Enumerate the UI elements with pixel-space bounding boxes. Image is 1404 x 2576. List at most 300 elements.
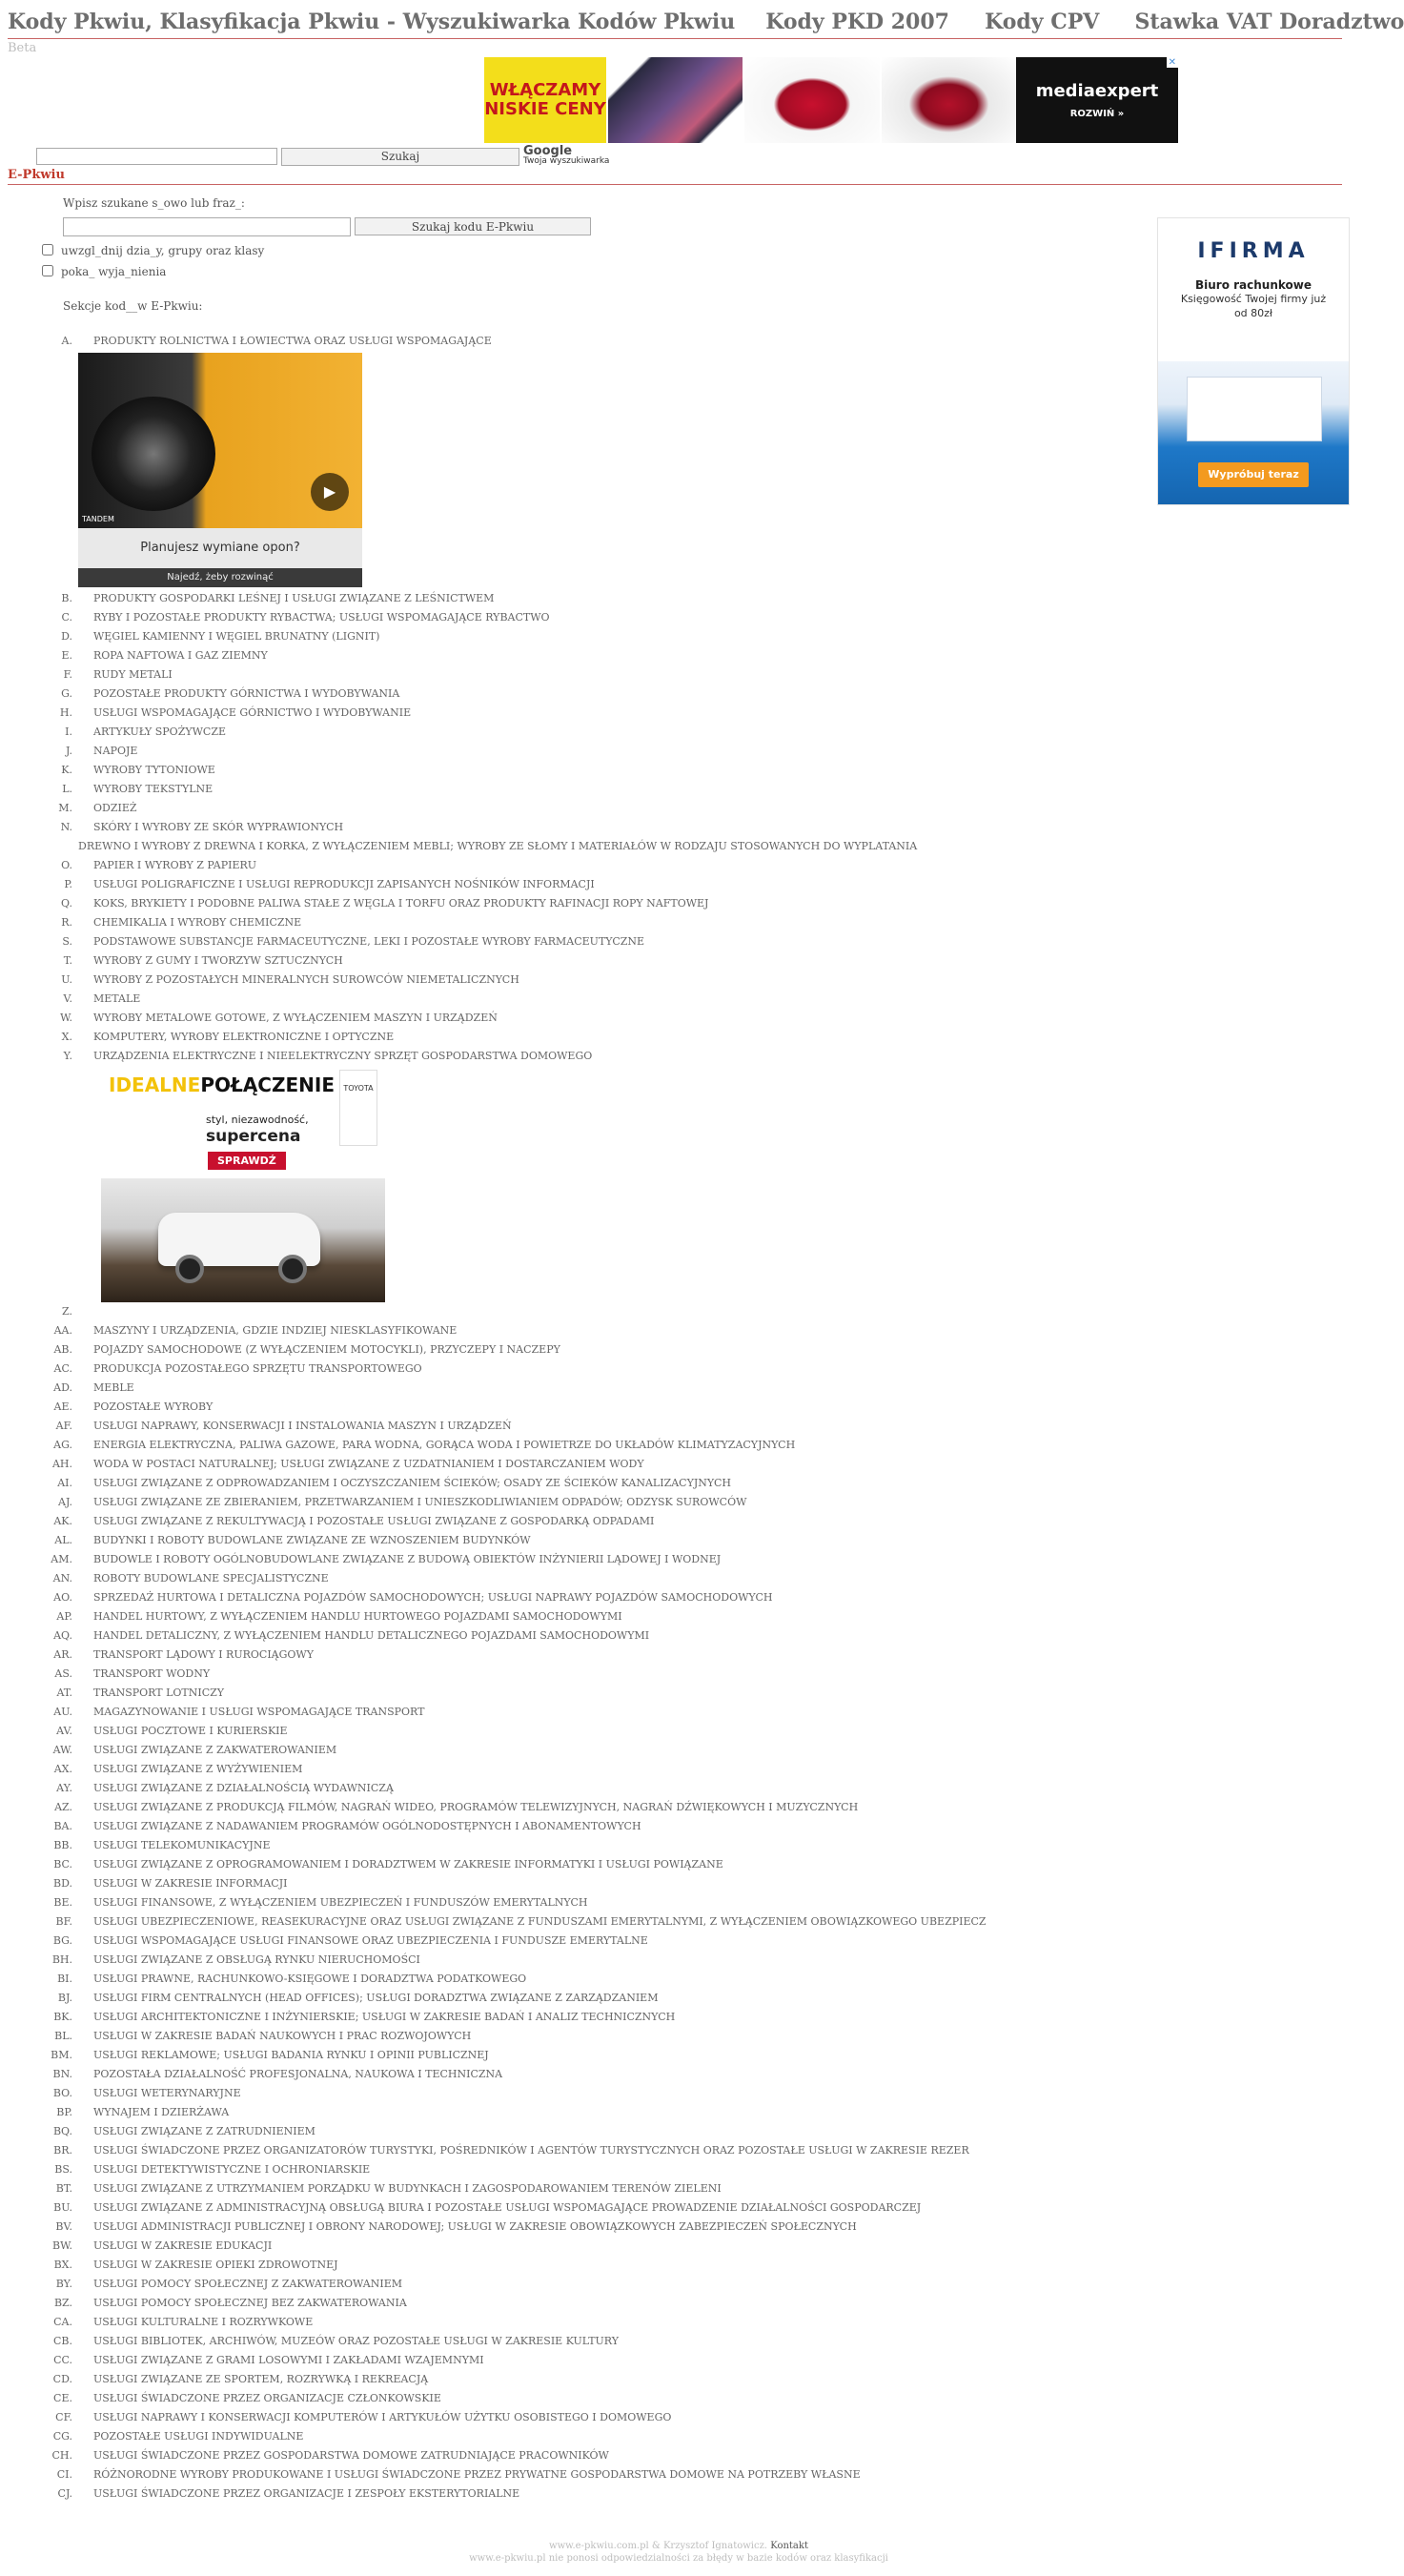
toyota-line: styl, niezawodność, [206,1114,309,1126]
list-item[interactable] [42,1932,1129,1951]
section-code: AE. [53,1400,72,1413]
option-include-groups [42,244,1129,257]
list-item[interactable] [42,2446,1129,2465]
list-item[interactable] [42,2237,1129,2256]
section-name: MASZYNY I URZĄDZENIA, GDZIE INDZIEJ NIESKLASYFIKOWANE [93,1324,458,1337]
side-ad-cta-button[interactable]: Wypróbuj teraz [1198,462,1309,487]
section-name: RÓŻNORODNE WYROBY PRODUKOWANE I USŁUGI ŚWIADCZONE PRZEZ PRYWATNE GOSPODARSTWA DOMOWE NA POTRZEBY WŁASNE [93,2468,861,2481]
code-search-form [63,217,1129,236]
list-item[interactable] [42,2275,1129,2294]
list-item[interactable] [42,627,1129,646]
section-name: BUDYNKI I ROBOTY BUDOWLANE ZWIĄZANE ZE WZNOSZENIEM BUDYNKÓW [93,1534,531,1546]
section-code: BO. [52,2087,72,2099]
section-label: E-Pkwiu [8,168,65,182]
section-code: AY. [56,1782,72,1794]
section-code: AC. [53,1362,72,1375]
list-item[interactable] [42,1817,1129,1836]
section-name: USŁUGI TELEKOMUNIKACYJNE [93,1839,271,1851]
list-item[interactable] [42,1550,1129,1569]
list-item[interactable] [42,1569,1129,1588]
toyota-ad-headline [109,1073,335,1096]
ad-expand-button[interactable]: ROZWIŃ » [1069,109,1125,119]
list-item[interactable] [42,1912,1129,1932]
toyota-ad[interactable] [101,1066,385,1302]
toyota-super: supercena [206,1127,301,1146]
section-code: BM. [51,2049,72,2061]
list-item[interactable] [42,2160,1129,2179]
list-item[interactable] [42,1760,1129,1779]
section-code: BA. [53,1820,72,1832]
list-item[interactable] [42,646,1129,665]
section-code: E. [61,649,72,662]
section-name: USŁUGI ŚWIADCZONE PRZEZ ORGANIZATORÓW TURYSTYKI, POŚREDNIKÓW I AGENTÓW TURYSTYCZNYCH ORAZ POZOSTAŁE USŁUGI W ZAKRESIE REZER [93,2144,969,2157]
side-ad-text: Księgowość Twojej firmy już od 80zł [1180,293,1327,319]
list-item[interactable] [42,589,1129,608]
section-code: AZ. [54,1801,72,1813]
section-name: USŁUGI ZWIĄZANE Z OPROGRAMOWANIEM I DORADZTWEM W ZAKRESIE INFORMATYKI I USŁUGI POWIĄZANE [93,1858,723,1871]
header-divider [8,38,1342,39]
section-name: USŁUGI ZWIĄZANE Z ZATRUDNIENIEM [93,2125,315,2137]
list-item[interactable] [42,704,1129,723]
list-item[interactable] [42,875,1129,894]
section-name: PAPIER I WYROBY Z PAPIERU [93,859,257,871]
code-search-input[interactable] [63,217,351,236]
list-item[interactable] [42,2122,1129,2141]
section-name: POZOSTAŁE PRODUKTY GÓRNICTWA I WYDOBYWANIA [93,687,400,700]
list-item[interactable] [42,2427,1129,2446]
list-item[interactable] [42,1779,1129,1798]
search-prompt: Wpisz szukane s_owo lub fraz_: [63,196,245,210]
section-code: BT. [55,2182,72,2195]
section-name: TRANSPORT LĄDOWY I RUROCIĄGOWY [93,1648,314,1661]
section-code: BX. [53,2259,72,2271]
section-name: POJAZDY SAMOCHODOWE (Z WYŁĄCZENIEM MOTOCYKLI), PRZYCZEPY I NACZEPY [93,1343,560,1356]
section-group-c [42,856,1129,1066]
section-name: KOKS, BRYKIETY I PODOBNE PALIWA STAŁE Z WĘGLA I TORFU ORAZ PRODUKTY RAFINACJI ROPY NAFTOWEJ [93,897,709,910]
ad-headline: WŁĄCZAMY NISKIE CENY [484,57,606,143]
list-item[interactable] [42,1436,1129,1455]
list-item[interactable] [42,1340,1129,1360]
beta-label: Beta [8,41,37,55]
section-name: USŁUGI NAPRAWY I KONSERWACJI KOMPUTERÓW I ARTYKUŁÓW UŻYTKU OSOBISTEGO I DOMOWEGO [93,2411,672,2423]
section-name: USŁUGI ZWIĄZANE Z NADAWANIEM PROGRAMÓW OGÓLNODOSTĘPNYCH I ABONAMENTOWYCH [93,1820,641,1832]
section-code: BR. [53,2144,72,2157]
section-code: M. [58,802,72,814]
section-name: HANDEL HURTOWY, Z WYŁĄCZENIEM HANDLU HURTOWEGO POJAZDAMI SAMOCHODOWYMI [93,1610,622,1623]
section-code: V. [63,992,72,1005]
video-ad-tag: TANDEM [82,515,114,523]
section-code: BY. [55,2278,72,2290]
ad-kitchen-image [880,57,1016,143]
section-code: C. [61,611,72,624]
section-name: USŁUGI W ZAKRESIE BADAŃ NAUKOWYCH I PRAC ROZWOJOWYCH [93,2030,472,2042]
section-list [42,332,1129,2504]
section-name: CHEMIKALIA I WYROBY CHEMICZNE [93,916,302,929]
section-name: WODA W POSTACI NATURALNEJ; USŁUGI ZWIĄZANE Z UZDATNIANIEM I DOSTARCZANIEM WODY [93,1458,644,1470]
nav-link-cpv[interactable]: Kody CPV [985,10,1100,34]
list-item[interactable] [42,2198,1129,2218]
list-item[interactable] [42,2218,1129,2237]
ad-tv-image [606,57,743,143]
google-subtitle: Twoja wyszukiwarka [523,156,610,166]
include-groups-checkbox[interactable] [42,244,53,256]
list-item[interactable] [42,665,1129,685]
section-code: J. [65,745,72,757]
site-title[interactable]: Kody Pkwiu, Klasyfikacja Pkwiu - Wyszukiwarka Kodów Pkwiu [8,10,736,34]
section-code: Q. [61,897,72,910]
section-name: WYROBY Z POZOSTAŁYCH MINERALNYCH SUROWCÓW NIEMETALICZNYCH [93,973,519,986]
list-item[interactable] [42,856,1129,875]
section-code: H. [59,706,72,719]
section-code: AD. [53,1381,72,1394]
section-code: BZ. [53,2297,72,2309]
list-item[interactable] [42,932,1129,951]
list-item[interactable] [42,608,1129,627]
section-group-a [42,332,1129,351]
footer-contact-link[interactable]: Kontakt [770,2541,808,2551]
list-item[interactable] [42,1855,1129,1874]
section-code: AR. [53,1648,72,1661]
list-item[interactable] [42,1321,1129,1340]
nav-link-pkd[interactable]: Kody PKD 2007 [765,10,949,34]
section-code: CJ. [57,2487,72,2500]
list-item[interactable] [42,1607,1129,1626]
list-item[interactable] [42,1493,1129,1512]
list-item[interactable] [42,913,1129,932]
section-code: AW. [52,1744,72,1756]
section-code: AT. [56,1687,72,1699]
section-code: BS. [54,2163,72,2176]
section-name: USŁUGI DETEKTYWISTYCZNE I OCHRONIARSKIE [93,2163,371,2176]
section-name: USŁUGI ZWIĄZANE Z DZIAŁALNOŚCIĄ WYDAWNICZĄ [93,1782,394,1794]
section-name: USŁUGI ZWIĄZANE Z ZAKWATEROWANIEM [93,1744,337,1756]
section-name: SPRZEDAŻ HURTOWA I DETALICZNA POJAZDÓW SAMOCHODOWYCH; USŁUGI NAPRAWY POJAZDÓW SAMOCHODOWYCH [93,1591,773,1604]
site-search-button[interactable]: Szukaj [281,148,519,166]
section-code: BL. [54,2030,72,2042]
section-code: BK. [53,2011,72,2023]
section-code: R. [61,916,72,929]
site-footer [0,2540,1357,2565]
list-item[interactable] [42,1455,1129,1474]
list-item[interactable] [42,1741,1129,1760]
section-name: WYROBY Z GUMY I TWORZYW SZTUCZNYCH [93,954,343,967]
section-name: USŁUGI ŚWIADCZONE PRZEZ ORGANIZACJE CZŁONKOWSKIE [93,2392,441,2404]
video-ad-expand[interactable]: Najedź, żeby rozwinąć [78,568,362,587]
section-extra-line[interactable]: DREWNO I WYROBY Z DREWNA I KORKA, Z WYŁĄCZENIEM MEBLI; WYROBY ZE SŁOMY I MATERIAŁÓW W RODZAJU STOSOWANYCH DO WYPLATANIA [78,840,918,852]
toyota-headline-a: IDEALNE [109,1073,201,1096]
section-code: CG. [52,2430,72,2443]
list-item[interactable] [42,2179,1129,2198]
section-code: BB. [53,1839,72,1851]
section-name: PRODUKTY GOSPODARKI LEŚNEJ I USŁUGI ZWIĄZANE Z LEŚNICTWEM [93,592,495,604]
section-name: WĘGIEL KAMIENNY I WĘGIEL BRUNATNY (LIGNIT) [93,630,380,643]
toyota-headline-b: POŁĄCZENIE [200,1073,335,1096]
list-item[interactable] [42,1047,1129,1066]
section-group-d [42,1321,1129,2504]
footer-copyright: www.e-pkwiu.com.pl & Krzysztof Ignatowicz. [549,2541,768,2551]
section-name: TRANSPORT LOTNICZY [93,1687,225,1699]
section-code: BU. [53,2201,72,2214]
section-name: USŁUGI KULTURALNE I ROZRYWKOWE [93,2316,314,2328]
section-name: ROBOTY BUDOWLANE SPECJALISTYCZNE [93,1572,329,1584]
site-search-input[interactable] [36,148,277,165]
section-code: N. [60,821,72,833]
section-code: BF. [55,1915,72,1928]
section-name: USŁUGI UBEZPIECZENIOWE, REASEKURACYJNE ORAZ USŁUGI ZWIĄZANE Z FUNDUSZAMI EMERYTALNYMI, Z WYŁĄCZENIEM OBOWIĄZKOWEGO UBEZPIECZ [93,1915,987,1928]
list-item[interactable] [42,1588,1129,1607]
list-item[interactable] [42,1893,1129,1912]
list-item[interactable] [42,2370,1129,2389]
main-content [42,191,1129,2504]
section-code: K. [61,764,72,776]
section-code: Z. [62,1305,72,1318]
list-item[interactable] [42,799,1129,818]
list-item[interactable] [42,1398,1129,1417]
section-code: BW. [52,2239,72,2252]
car-wheel-rear [278,1255,307,1283]
section-code: BN. [52,2068,72,2080]
video-ad[interactable] [78,353,362,587]
list-item[interactable] [42,971,1129,990]
section-code: D. [61,630,72,643]
list-item[interactable] [42,685,1129,704]
list-item[interactable] [42,1009,1129,1028]
section-name: USŁUGI W ZAKRESIE EDUKACJI [93,2239,273,2252]
section-name: USŁUGI WSPOMAGAJĄCE GÓRNICTWO I WYDOBYWANIE [93,706,412,719]
list-item[interactable] [42,723,1129,742]
section-name: USŁUGI ZWIĄZANE Z ODPROWADZANIEM I OCZYSZCZANIEM ŚCIEKÓW; OSADY ZE ŚCIEKÓW KANALIZACYJNYCH [93,1477,731,1489]
section-name: PRODUKCJA POZOSTAŁEGO SPRZĘTU TRANSPORTOWEGO [93,1362,422,1375]
section-code: Y. [63,1050,72,1062]
list-item[interactable] [42,1665,1129,1684]
section-name: ROPA NAFTOWA I GAZ ZIEMNY [93,649,268,662]
section-name: KOMPUTERY, WYROBY ELEKTRONICZNE I OPTYCZNE [93,1031,395,1043]
section-code: CB. [53,2335,72,2347]
section-name: USŁUGI PRAWNE, RACHUNKOWO-KSIĘGOWE I DORADZTWA PODATKOWEGO [93,1973,527,1985]
list-item[interactable] [42,1874,1129,1893]
section-group-b [42,589,1129,837]
section-name: URZĄDZENIA ELEKTRYCZNE I NIEELEKTRYCZNY SPRZĘT GOSPODARSTWA DOMOWEGO [93,1050,593,1062]
section-code: P. [64,878,72,890]
section-code: G. [61,687,72,700]
section-code: CF. [55,2411,72,2423]
section-code: I. [65,726,72,738]
section-code: CE. [53,2392,72,2404]
section-name: USŁUGI NAPRAWY, KONSERWACJI I INSTALOWANIA MASZYN I URZĄDZEŃ [93,1420,512,1432]
list-item[interactable] [42,1531,1129,1550]
list-item[interactable] [42,2008,1129,2027]
list-item[interactable] [42,1703,1129,1722]
section-code: U. [61,973,72,986]
section-name: USŁUGI POLIGRAFICZNE I USŁUGI REPRODUKCJI ZAPISANYCH NOŚNIKÓW INFORMACJI [93,878,595,890]
list-item[interactable] [42,2313,1129,2332]
section-name: USŁUGI REKLAMOWE; USŁUGI BADANIA RYNKU I OPINII PUBLICZNEJ [93,2049,489,2061]
show-explanations-label: poka_ wyja_nienia [61,265,167,278]
list-item[interactable] [42,2103,1129,2122]
section-name: POZOSTAŁE USŁUGI INDYWIDUALNE [93,2430,304,2443]
section-code: CA. [53,2316,72,2328]
section-code: CD. [52,2373,72,2385]
section-code: AG. [53,1439,72,1451]
list-item[interactable] [42,1626,1129,1646]
ad-close-icon[interactable]: ✕ [1168,57,1176,68]
side-ad-title: Biuro rachunkowe [1194,278,1312,292]
section-code: AK. [53,1515,72,1527]
toyota-logo: TOYOTA [339,1070,377,1146]
list-item[interactable] [42,1951,1129,1970]
list-item[interactable] [42,1836,1129,1855]
car-wheel-front [175,1255,204,1283]
list-item[interactable] [42,2465,1129,2484]
site-search [36,144,610,166]
list-item[interactable] [42,2084,1129,2103]
nav-link-vat[interactable]: Stawka VAT Doradztwo [1134,10,1404,34]
list-item[interactable] [42,2065,1129,2084]
section-name: USŁUGI ZWIĄZANE ZE SPORTEM, ROZRYWKĄ I REKREACJĄ [93,2373,429,2385]
site-header [8,10,1404,55]
list-item[interactable] [42,1360,1129,1379]
tire-image [92,397,215,511]
section-code: AV. [56,1725,72,1737]
section-code: AN. [52,1572,72,1584]
section-name: USŁUGI WSPOMAGAJĄCE USŁUGI FINANSOWE ORAZ UBEZPIECZENIA I FUNDUSZE EMERYTALNE [93,1934,648,1947]
section-name: ARTYKUŁY SPOŻYWCZE [93,726,226,738]
section-code: AJ. [58,1496,72,1508]
list-item[interactable] [42,1379,1129,1398]
footer-disclaimer: www.e-pkwiu.pl nie ponosi odpowiedzialności za błędy w bazie kodów oraz klasyfikacji [469,2553,888,2564]
main-nav [735,10,1404,34]
side-ad-screen-image [1187,377,1322,441]
list-item[interactable] [42,2141,1129,2160]
google-badge [523,144,610,166]
list-item[interactable] [42,2294,1129,2313]
list-item[interactable] [42,1028,1129,1047]
list-item[interactable] [42,2484,1129,2504]
list-item[interactable] [42,2408,1129,2427]
include-groups-label: uwzgl_dnij dzia_y, grupy oraz klasy [61,244,265,257]
sections-heading: Sekcje kod__w E-Pkwiu: [63,299,203,313]
section-code: L. [62,783,72,795]
list-item[interactable] [42,1512,1129,1531]
list-item[interactable] [42,1722,1129,1741]
list-item[interactable] [42,990,1129,1009]
play-icon[interactable]: ▶ [311,473,349,511]
list-item[interactable] [42,951,1129,971]
section-name: USŁUGI ZWIĄZANE ZE ZBIERANIEM, PRZETWARZANIEM I UNIESZKODLIWIANIEM ODPADÓW; ODZYSK SUROWCÓW [93,1496,747,1508]
list-item[interactable] [42,1989,1129,2008]
section-code: AF. [55,1420,72,1432]
section-code: BE. [53,1896,72,1909]
section-name: PRODUKTY ROLNICTWA I ŁOWIECTWA ORAZ USŁUGI WSPOMAGAJĄCE [93,335,492,347]
section-code: AA. [53,1324,72,1337]
section-code: BI. [57,1973,72,1985]
section-code: CI. [56,2468,72,2481]
section-name: MEBLE [93,1381,134,1394]
list-item[interactable] [42,2046,1129,2065]
list-item[interactable] [42,2256,1129,2275]
section-code: AM. [51,1553,72,1565]
section-name: USŁUGI FINANSOWE, Z WYŁĄCZENIEM UBEZPIECZEŃ I FUNDUSZÓW EMERYTALNYCH [93,1896,588,1909]
list-item[interactable] [42,1417,1129,1436]
section-name: USŁUGI ADMINISTRACJI PUBLICZNEJ I OBRONY NARODOWEJ; USŁUGI W ZAKRESIE OBOWIĄZKOWYCH ZABEZPIECZEŃ SPOŁECZNYCH [93,2220,857,2233]
list-item[interactable] [42,2351,1129,2370]
section-name: POZOSTAŁE WYROBY [93,1400,214,1413]
section-code: W. [60,1012,72,1024]
ad-brand-panel [1016,57,1178,143]
section-name: METALE [93,992,141,1005]
section-code: BH. [51,1953,72,1966]
footer-line-1 [0,2540,1357,2552]
section-code: AQ. [53,1629,72,1642]
list-item[interactable] [42,1646,1129,1665]
section-name: USŁUGI ZWIĄZANE Z REKULTYWACJĄ I POZOSTAŁE USŁUGI ZWIĄZANE Z GOSPODARKĄ ODPADAMI [93,1515,655,1527]
section-code: CC. [53,2354,72,2366]
list-item[interactable] [42,780,1129,799]
section-name: RUDY METALI [93,668,173,681]
section-code: X. [61,1031,72,1043]
side-ad-brand: IFIRMA [1197,239,1310,263]
list-item[interactable] [42,332,1129,351]
ad-laptop-image [743,57,879,143]
section-name: USŁUGI FIRM CENTRALNYCH (HEAD OFFICES); USŁUGI DORADZTWA ZWIĄZANE Z ZARZĄDZANIEM [93,1992,659,2004]
section-name: WYROBY TYTONIOWE [93,764,215,776]
list-item[interactable] [42,761,1129,780]
section-name: ENERGIA ELEKTRYCZNA, PALIWA GAZOWE, PARA WODNA, GORĄCA WODA I POWIETRZE DO UKŁADÓW KLIMATYZACYJNYCH [93,1439,796,1451]
section-code: AX. [53,1763,72,1775]
section-code: AO. [53,1591,72,1604]
section-name: USŁUGI BIBLIOTEK, ARCHIWÓW, MUZEÓW ORAZ POZOSTAŁE USŁUGI W ZAKRESIE KULTURY [93,2335,620,2347]
section-name: ODZIEŻ [93,802,137,814]
video-ad-caption: Planujesz wymiane opon? [78,528,362,568]
list-item[interactable] [42,1684,1129,1703]
list-item[interactable] [42,818,1129,837]
list-item[interactable] [42,2027,1129,2046]
top-banner-ad[interactable] [484,57,1178,143]
section-name: NAPOJE [93,745,138,757]
section-name: USŁUGI WETERYNARYJNE [93,2087,241,2099]
section-code: BV. [55,2220,72,2233]
section-code: S. [62,935,72,948]
car-image [101,1178,385,1302]
ad-brand: mediaexpert [1035,81,1159,101]
list-item[interactable] [42,1798,1129,1817]
list-item[interactable] [42,1970,1129,1989]
section-code: T. [63,954,72,967]
list-item[interactable] [42,1474,1129,1493]
list-item[interactable] [42,2389,1129,2408]
section-code: BD. [52,1877,72,1890]
code-search-button[interactable]: Szukaj kodu E-Pkwiu [355,217,591,235]
show-explanations-checkbox[interactable] [42,265,53,276]
section-code: AI. [57,1477,72,1489]
section-code: BJ. [57,1992,72,2004]
section-code: AP. [56,1610,72,1623]
side-banner-ad[interactable] [1157,217,1350,505]
list-item[interactable] [42,742,1129,761]
section-name: WYNAJEM I DZIERŻAWA [93,2106,230,2118]
list-item[interactable] [42,2332,1129,2351]
toyota-cta-button[interactable]: SPRAWDŹ [208,1152,286,1170]
section-name: USŁUGI ZWIĄZANE Z WYŻYWIENIEM [93,1763,303,1775]
section-code: AB. [53,1343,72,1356]
section-name: USŁUGI POCZTOWE I KURIERSKIE [93,1725,288,1737]
list-item[interactable] [42,894,1129,913]
section-code: O. [61,859,72,871]
section-code: BQ. [52,2125,72,2137]
list-item[interactable] [42,1302,1129,1321]
section-code: BC. [53,1858,72,1871]
section-name: USŁUGI POMOCY SPOŁECZNEJ BEZ ZAKWATEROWANIA [93,2297,407,2309]
